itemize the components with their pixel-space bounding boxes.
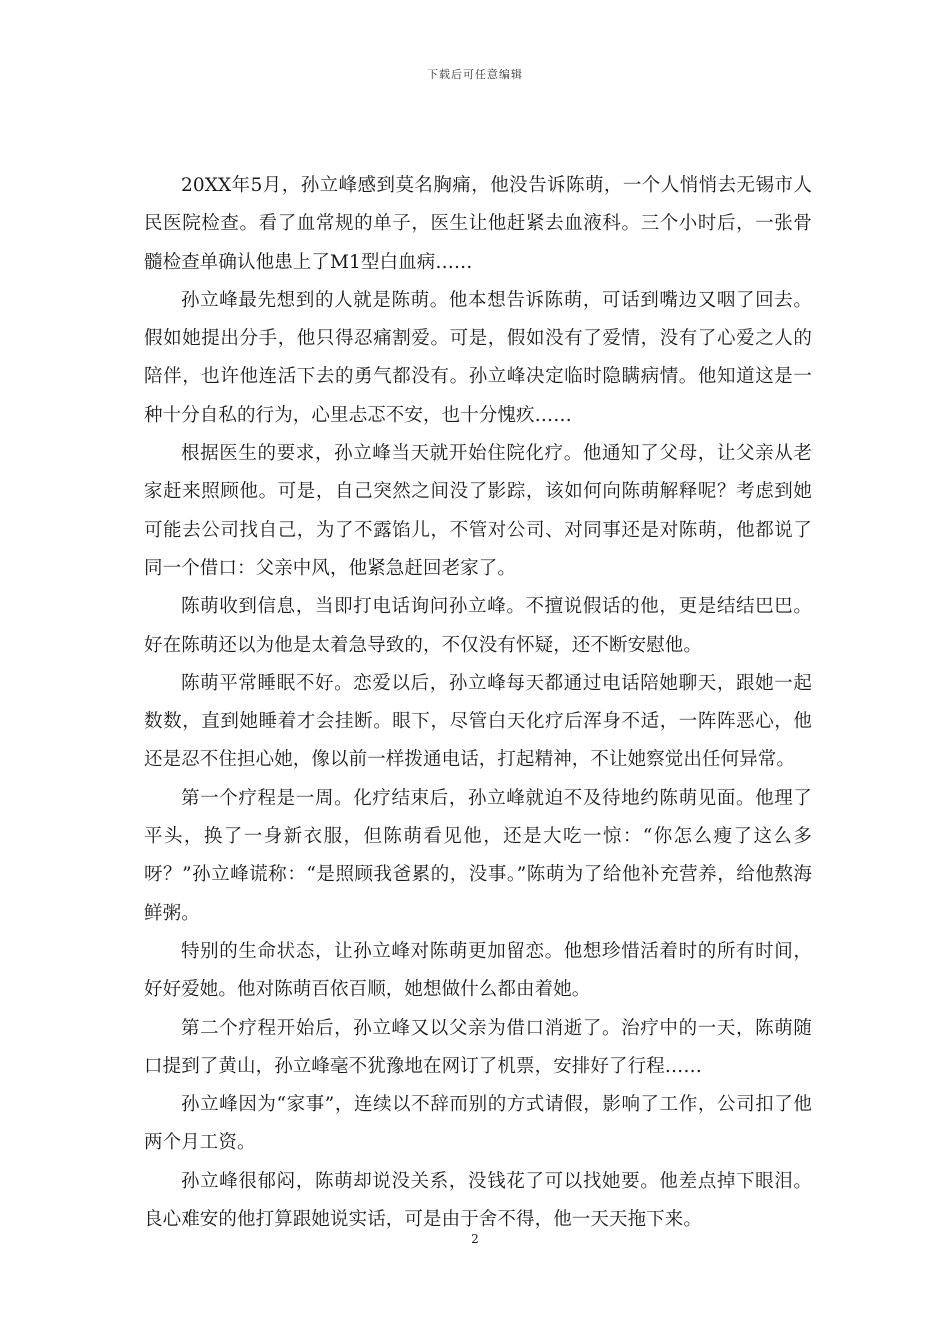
paragraph: 孙立峰因为“家事”，连续以不辞而别的方式请假，影响了工作，公司扣了他两个月工资。 (144, 1094, 812, 1154)
document-body (144, 167, 812, 1239)
paragraph: 第一个疗程是一周。化疗结束后，孙立峰就迫不及待地约陈萌见面。他理了平头，换了一身新衣服，但陈萌看见他，还是大吃一惊：“你怎么瘦了这么多呀？”孙立峰谎称：“是照顾我爸累的，没事。”陈萌为了给他补充营养，给他熬海鲜粥。 (144, 787, 812, 924)
page-header: 下载后可任意编辑 (427, 68, 523, 81)
paragraph: 陈萌平常睡眠不好。恋爱以后，孙立峰每天都通过电话陪她聊天，跟她一起数数，直到她睡着才会挂断。眼下，尽管白天化疗后浑身不适，一阵阵恶心，他还是忍不住担心她，像以前一样拨通电话，打起精神，不让她察觉出任何异常。 (144, 672, 812, 771)
paragraph: 陈萌收到信息，当即打电话询问孙立峰。不擅说假话的他，更是结结巴巴。好在陈萌还以为他是太着急导致的，不仅没有怀疑，还不断安慰他。 (144, 596, 812, 656)
paragraph: 根据医生的要求，孙立峰当天就开始住院化疗。他通知了父母，让父亲从老家赶来照顾他。可是，自己突然之间没了影踪，该如何向陈萌解释呢？考虑到她可能去公司找自己，为了不露馅儿，不管对公司、对同事还是对陈萌，他都说了同一个借口：父亲中风，他紧急赶回老家了。 (144, 443, 812, 579)
paragraph: 20XX年5月，孙立峰感到莫名胸痛，他没告诉陈萌，一个人悄悄去无锡市人民医院检查。看了血常规的单子，医生让他赶紧去血液科。三个小时后，一张骨髓检查单确认他患上了M1型白血病…… (144, 175, 812, 273)
paragraph: 第二个疗程开始后，孙立峰又以父亲为借口消逝了。治疗中的一天，陈萌随口提到了黄山，孙立峰毫不犹豫地在网订了机票，安排好了行程…… (144, 1017, 812, 1077)
page-number: 2 (471, 1232, 479, 1246)
paragraph: 特别的生命状态，让孙立峰对陈萌更加留恋。他想珍惜活着时的所有时间，好好爱她。他对陈萌百依百顺，她想做什么都由着她。 (144, 940, 812, 1001)
paragraph: 孙立峰很郁闷，陈萌却说没关系，没钱花了可以找她要。他差点掉下眼泪。良心难安的他打算跟她说实话，可是由于舍不得，他一天天拖下来。 (144, 1170, 812, 1231)
paragraph: 孙立峰最先想到的人就是陈萌。他本想告诉陈萌，可话到嘴边又咽了回去。假如她提出分手，他只得忍痛割爱。可是，假如没有了爱情，没有了心爱之人的陪伴，也许他连活下去的勇气都没有。孙立峰决定临时隐瞒病情。他知道这是一种十分自私的行为，心里忐忑不安，也十分愧疚…… (144, 289, 812, 426)
